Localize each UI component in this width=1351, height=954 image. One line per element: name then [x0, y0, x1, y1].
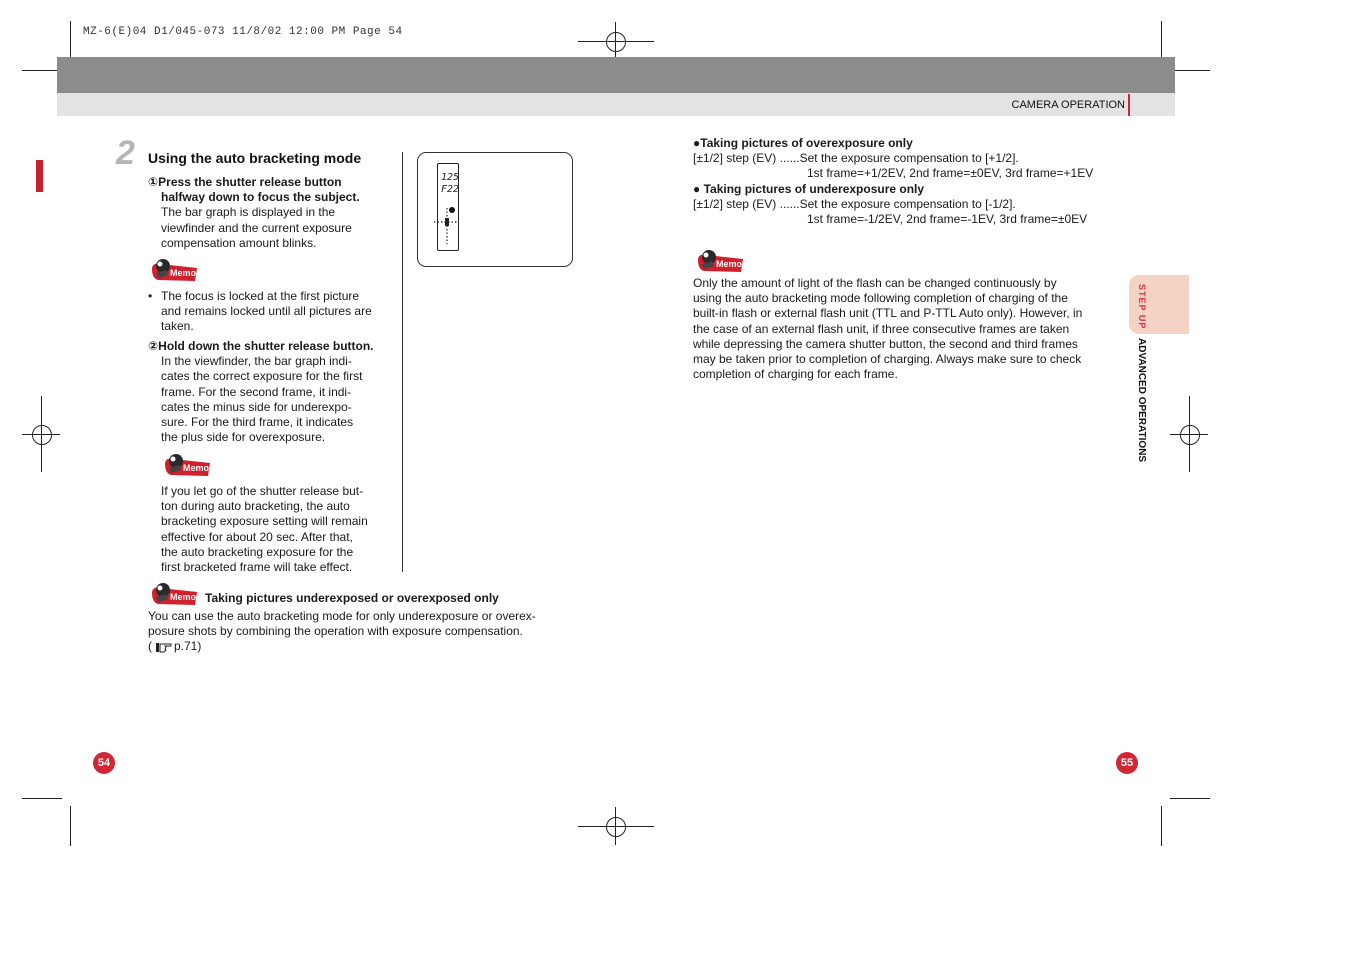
memo-2-line: the auto bracketing exposure for the	[161, 544, 354, 559]
step-2	[148, 339, 400, 445]
flash-memo	[693, 276, 1125, 382]
side-tab-section: ADVANCED OPERATIONS	[1136, 338, 1147, 463]
section-title: CAMERA OPERATION	[1011, 99, 1125, 111]
overexposure-frames: 1st frame=+1/2EV, 2nd frame=±0EV, 3rd frame=+1EV	[807, 166, 1094, 181]
step-2-title: Hold down the shutter release button.	[158, 339, 374, 353]
underexposure-frames: 1st frame=-1/2EV, 2nd frame=-1EV, 3rd frame=±0EV	[807, 212, 1088, 227]
viewfinder-aperture: F22	[441, 184, 460, 195]
page-reference[interactable]: p.71)	[174, 639, 202, 654]
memo-1-bullet: •	[148, 289, 153, 303]
memo-icon	[696, 248, 746, 274]
memo-2-line: bracketing exposure setting will remain	[161, 514, 368, 529]
memo-icon-label: Memo	[170, 268, 197, 278]
column-divider	[402, 152, 403, 572]
flash-memo-line: completion of charging for each frame.	[693, 367, 898, 382]
memo-1-line: The focus is locked at the first picture	[161, 289, 360, 303]
section-marker	[1128, 94, 1130, 116]
page-number-right: 55	[1116, 752, 1138, 774]
memo-2-line: first bracketed frame will take effect.	[161, 560, 353, 575]
overexposure-label: [±1/2] step (EV) ......	[693, 151, 800, 166]
step-2-body-line: cates the correct exposure for the first	[161, 369, 363, 384]
flash-memo-line: may be taken prior to completion of charging. Always make sure to check	[693, 352, 1082, 367]
viewfinder-bar-graph	[437, 163, 459, 251]
underexposure-section	[693, 182, 1123, 228]
step-2-body-line: the plus side for overexposure.	[161, 430, 326, 445]
header-band-light	[57, 93, 1175, 116]
overexposure-title: ●Taking pictures of overexposure only	[693, 136, 913, 150]
memo-3-line: posure shots by combining the operation with exposure compensation.	[148, 624, 523, 639]
chapter-marker	[36, 160, 43, 192]
underexposure-desc: Set the exposure compensation to [-1/2].	[799, 197, 1016, 212]
flash-memo-line: Only the amount of light of the flash can be changed continuously by	[693, 276, 1057, 290]
memo-icon	[150, 581, 200, 607]
step-1	[148, 175, 398, 251]
memo-1-line: and remains locked until all pictures are	[161, 304, 372, 319]
memo-icon-label: Memo	[716, 259, 743, 269]
step-1-title-line1: Press the shutter release button	[158, 175, 342, 189]
memo-2	[161, 484, 399, 575]
flash-memo-line: while depressing the camera shutter button, the second and third frames	[693, 336, 1078, 351]
memo-2-line: If you let go of the shutter release but-	[161, 484, 364, 498]
memo-3-title: Taking pictures underexposed or overexposed only	[205, 591, 499, 605]
header-band-dark	[57, 57, 1175, 93]
flash-memo-line: using the auto bracketing mode following completion of charging of the	[693, 291, 1068, 306]
memo-1	[148, 289, 398, 335]
flash-memo-line: the case of an external flash unit, if three consecutive frames are taken	[693, 321, 1070, 336]
memo-3-line: You can use the auto bracketing mode for only underexposure or overex-	[148, 609, 536, 623]
page-number-left: 54	[93, 752, 115, 774]
step-1-body-line: The bar graph is displayed in the	[161, 205, 336, 220]
step-2-body-line: frame. For the second frame, it indi-	[161, 384, 352, 399]
memo-icon-label: Memo	[183, 463, 210, 473]
memo-icon	[163, 452, 213, 478]
step-1-title-line2: halfway down to focus the subject.	[161, 190, 360, 205]
section-heading: Using the auto bracketing mode	[148, 150, 362, 166]
memo-icon	[150, 257, 200, 283]
step-2-body-line: cates the minus side for underexpo-	[161, 399, 352, 414]
overexposure-desc: Set the exposure compensation to [+1/2].	[799, 151, 1019, 166]
memo-icon-label: Memo	[170, 592, 197, 602]
step-1-marker: ①	[148, 175, 159, 189]
pointing-hand-icon	[155, 641, 173, 653]
memo-3	[148, 609, 578, 655]
memo-3-ref-open: (	[148, 639, 152, 654]
step-1-body-line: viewfinder and the current exposure	[161, 220, 352, 235]
flash-memo-line: built-in flash or external flash unit (TTL and P-TTL Auto only). However, in	[693, 306, 1083, 321]
underexposure-label: [±1/2] step (EV) ......	[693, 197, 800, 212]
exposure-scale-icon	[430, 204, 462, 248]
underexposure-title: ● Taking pictures of underexposure only	[693, 182, 925, 196]
viewfinder-shutter: 125	[441, 172, 460, 183]
memo-1-line: taken.	[161, 319, 194, 334]
step-number: 2	[116, 134, 135, 172]
print-slug: MZ-6(E)04 D1/045-073 11/8/02 12:00 PM Page 54	[83, 26, 403, 38]
step-2-body-line: sure. For the third frame, it indicates	[161, 415, 354, 430]
overexposure-section	[693, 136, 1123, 182]
memo-2-line: ton during auto bracketing, the auto	[161, 499, 350, 514]
side-tab-step-up: STEP UP	[1137, 284, 1147, 330]
step-2-marker: ②	[148, 339, 159, 353]
step-2-body-line: In the viewfinder, the bar graph indi-	[161, 354, 352, 369]
step-1-body-line: compensation amount blinks.	[161, 235, 317, 250]
memo-2-line: effective for about 20 sec. After that,	[161, 529, 353, 544]
